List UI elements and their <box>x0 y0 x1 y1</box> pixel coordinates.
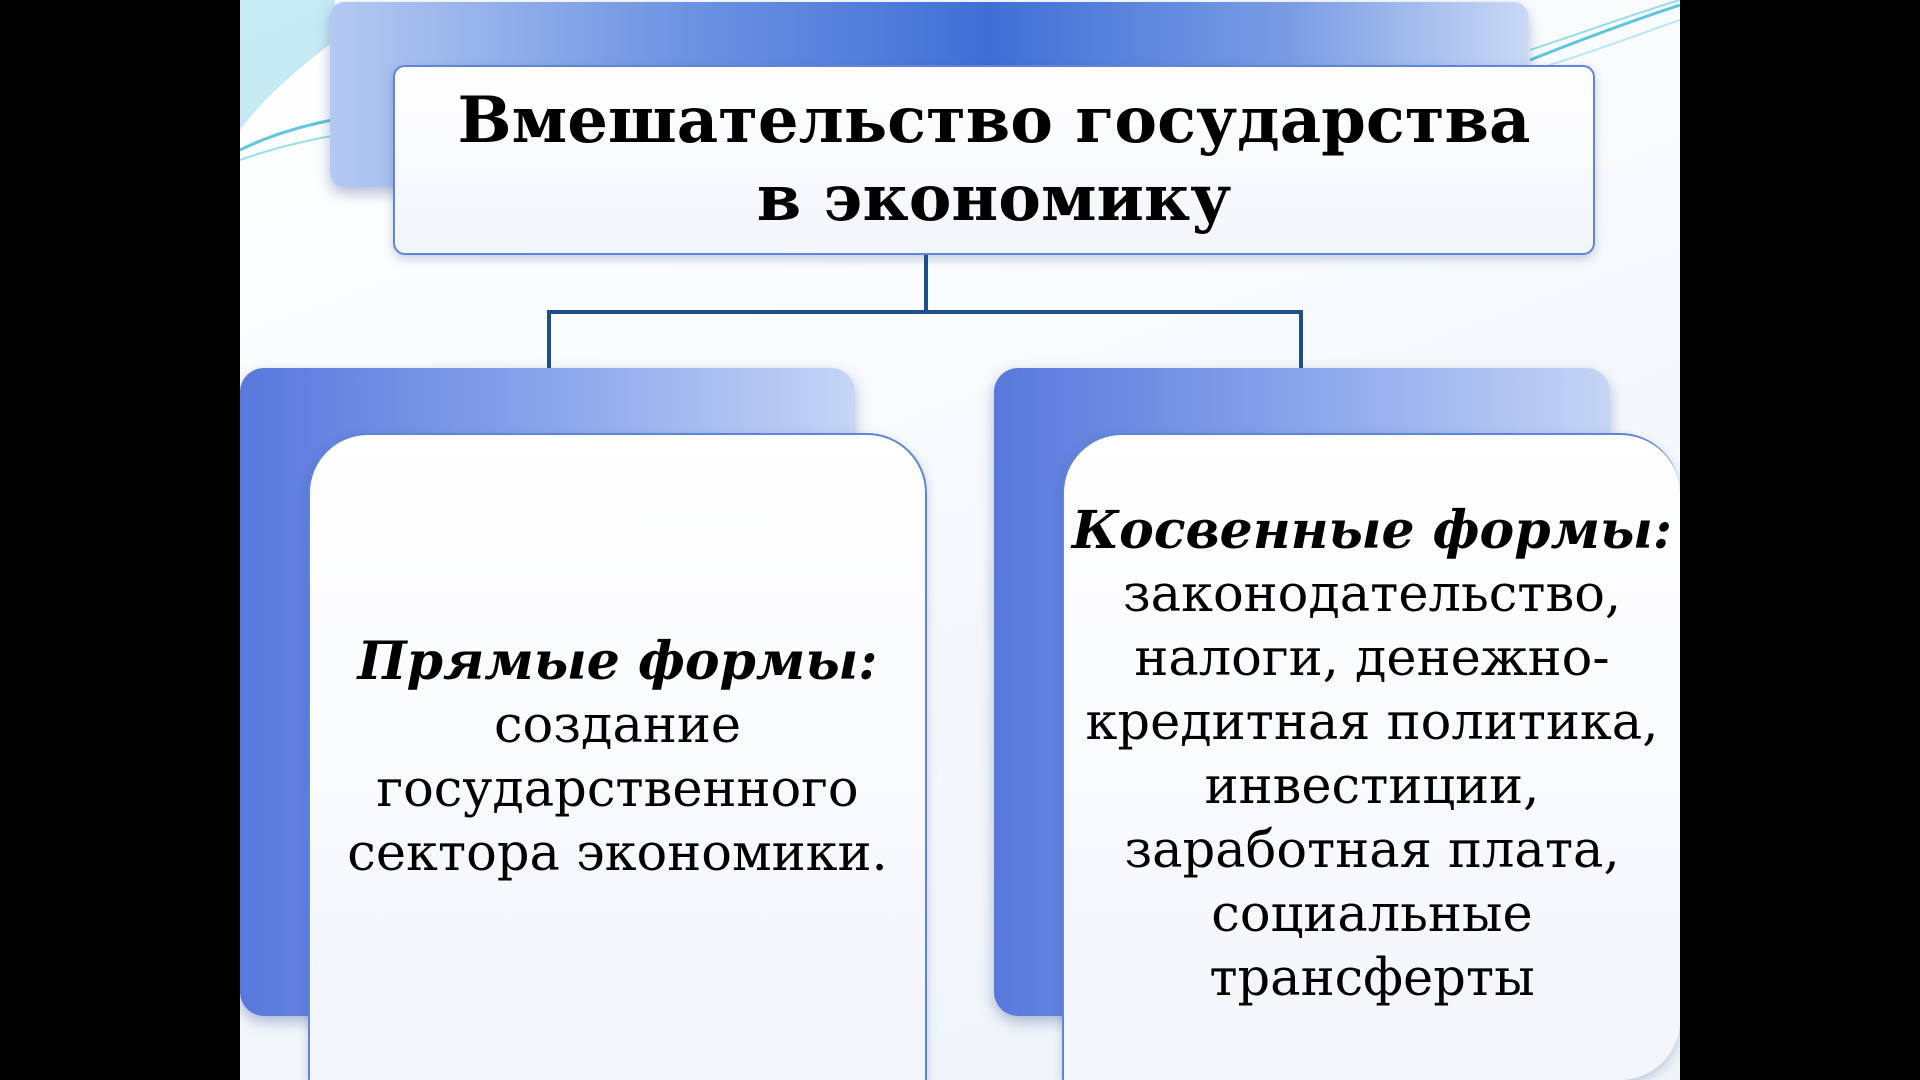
connector-vertical-top <box>924 255 928 313</box>
direct-forms-line: государственного <box>376 759 859 819</box>
connector-vertical-left <box>547 310 551 368</box>
title-box <box>393 65 1595 255</box>
direct-forms-line: создание <box>493 695 742 755</box>
indirect-forms-line: налоги, денежно- <box>1134 629 1610 688</box>
indirect-forms-box <box>1062 433 1680 1080</box>
direct-forms-line: сектора экономики. <box>347 823 888 883</box>
indirect-forms-line: трансферты <box>1209 949 1535 1008</box>
connector-vertical-right <box>1299 310 1303 368</box>
indirect-forms-line: заработная плата, <box>1124 821 1620 880</box>
indirect-forms-line: кредитная политика, <box>1085 693 1659 752</box>
connector-horizontal <box>547 310 1303 314</box>
indirect-forms-line: законодательство, <box>1122 565 1622 624</box>
slide <box>240 0 1680 1080</box>
direct-forms-heading: Прямые формы: <box>357 630 878 692</box>
indirect-forms-heading: Косвенные формы: <box>1071 500 1673 561</box>
indirect-forms-line: инвестиции, <box>1204 757 1540 816</box>
diagram-title: Вмешательство государства в экономику <box>457 83 1531 236</box>
indirect-forms-line: социальные <box>1211 885 1533 944</box>
direct-forms-box <box>308 433 927 1080</box>
